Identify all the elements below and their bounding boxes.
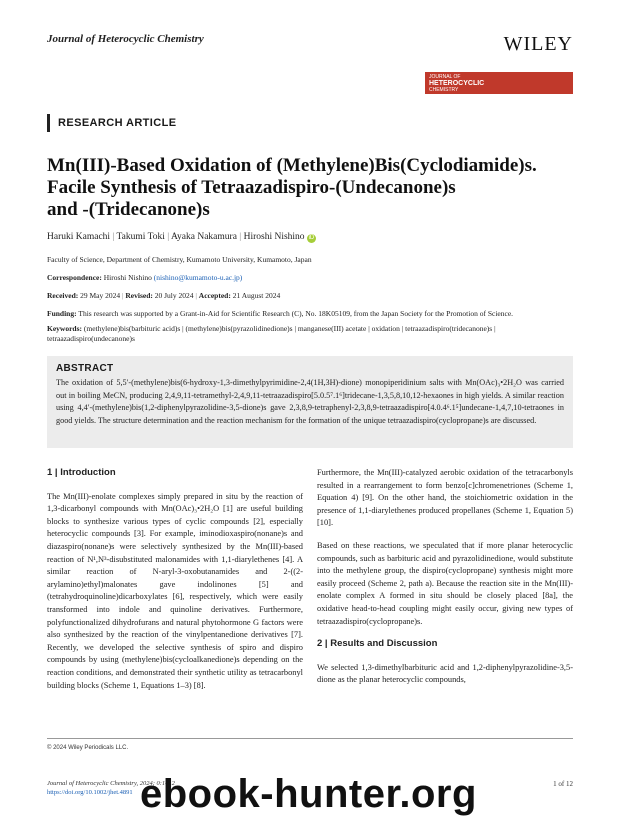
doi-link[interactable]: https://doi.org/10.1002/jhet.4891 bbox=[47, 789, 133, 796]
abstract-text: The oxidation of 5,5′-(methylene)bis(6-hydroxy-1,3-dimethylpyrimidine-2,4(1H,3H)-dione) monopiperidinium salts with Mn(OAc)₃•2H₂O was carried out in boiling MeCN, producing 2,4,9,11-tetramethyl-2,4,9,11-tetraazadispiro[5.0.5⁷.1⁶]tridecane-1,3,5,8,10,12-hexaones in high yields. A similar reaction using 4,4′-(methylene)bis(1,2-diphenylpyrazolidine-3,5-dione)s gave 2,3,8,9-tetraphenyl-2,3,8,9-tetraazadispiro[4.0.4⁶.1⁵]undecane-1,4,7,10-tetraones in good yields. The structure determination and the reaction mechanism for the formation of the unique tetraazadispiro(cyclopropane)s are discussed. bbox=[56, 378, 564, 425]
page-number: 1 of 12 bbox=[553, 780, 573, 788]
correspondence: Correspondence: Hiroshi Nishino (nishino@kumamoto-u.ac.jp) bbox=[47, 273, 243, 282]
badge-line: CHEMISTRY bbox=[429, 87, 459, 93]
dates: Received: 29 May 2024 | Revised: 20 July 2024 | Accepted: 21 August 2024 bbox=[47, 291, 281, 300]
journal-name: Journal of Heterocyclic Chemistry bbox=[47, 33, 204, 45]
title-line: and -(Tridecanone)s bbox=[47, 199, 210, 220]
article-type: RESEARCH ARTICLE bbox=[47, 114, 176, 132]
author[interactable]: Takumi Toki bbox=[116, 232, 165, 242]
paragraph: The Mn(III)-enolate complexes simply prepared in situ by the reaction of 1,3-dicarbonyl compounds with Mn(OAc)₃•2H₂O [1] are useful building blocks to synthesize various types of cyclic compounds [2], especially heterocyclic compounds [3]. For example, iminodioxaspiro(nonane)s and diazaspiro(nonane)s were selectively synthesized by the Mn(III)-based reaction of N¹,N³-disubstituted malonamides with 1,1-diarylethenes [4]. A similar reaction of N-aryl-3-oxobutanamides and 2-((2-arylamino)ethyl)malonates gave indolinones [5] and (tetrahydroquinoline)dicarboxylates [6], respectively, which were easily transformed into indole and quinoline derivatives. Furthermore, polyfunctionalized dihydrofurans and natural phytohormone G factors were also synthesized by the reaction of the vinylpentanedione derivatives [7]. Recently, we developed the selective synthesis of spiro and dispiro compounds by using (methylene)bis(cycloalkanedione)s depending on the reaction conditions, and demonstrated their synthetic utility as tetracarbonyl building blocks (Scheme 1, Equations 1–3) [8]. bbox=[47, 491, 303, 690]
badge-line: HETEROCYCLIC bbox=[429, 80, 485, 87]
title-line: Mn(III)-Based Oxidation of (Methylene)Bis(Cyclodiamide)s. bbox=[47, 155, 537, 176]
section-heading: 1 | Introduction bbox=[47, 467, 116, 478]
affiliation: Faculty of Science, Department of Chemistry, Kumamoto University, Kumamoto, Japan bbox=[47, 255, 312, 264]
author[interactable]: Hiroshi Nishino bbox=[243, 232, 305, 242]
author[interactable]: Haruki Kamachi bbox=[47, 232, 111, 242]
orcid-icon[interactable]: iD bbox=[308, 235, 315, 241]
keywords: Keywords: (methylene)bis(barbituric acid)s | (methylene)bis(pyrazolidinedione)s | manganese(III) acetate | oxidation | tetraazadispiro(tridecanone)s | tetraazadispiro(undecanone)s bbox=[47, 324, 496, 343]
footer-divider bbox=[47, 738, 573, 739]
email-link[interactable]: (nishino@kumamoto-u.ac.jp) bbox=[153, 273, 243, 282]
abstract-box bbox=[47, 356, 573, 448]
watermark: ebook-hunter.org bbox=[140, 772, 477, 816]
abstract-heading: ABSTRACT bbox=[56, 363, 114, 374]
author-list: Haruki Kamachi | Takumi Toki | Ayaka Nakamura | Hiroshi Nishino iD bbox=[47, 232, 315, 242]
badge-line: JOURNAL OF bbox=[429, 74, 461, 80]
publisher-logo: WILEY bbox=[503, 33, 573, 55]
article-title bbox=[47, 155, 577, 221]
copyright: © 2024 Wiley Periodicals LLC. bbox=[47, 745, 129, 751]
right-column bbox=[317, 467, 573, 697]
funding: Funding: This research was supported by a Grant-in-Aid for Scientific Research (C), No. 18K05109, from the Japan Society for the Promotion of Science. bbox=[47, 309, 514, 318]
paragraph: We selected 1,3-dimethylbarbituric acid and 1,2-diphenylpyrazolidine-3,5-dione as the planar heterocyclic compounds, bbox=[317, 662, 573, 685]
journal-badge bbox=[425, 72, 573, 94]
footer-journal: Journal of Heterocyclic Chemistry, 2024; 0:1–12 bbox=[47, 780, 175, 787]
author[interactable]: Ayaka Nakamura bbox=[171, 232, 237, 242]
paragraph: Furthermore, the Mn(III)-catalyzed aerobic oxidation of the tetracarbonyls resulted in a rearrangement to form benzo[c]chromenetriones (Scheme 1, Equation 4) [9]. On the other hand, the stoichiometric oxidation in the presence of 1,1-diarylethenes produced propellanes (Scheme 1, Equation 5) [10]. bbox=[317, 468, 573, 528]
title-line: Facile Synthesis of Tetraazadispiro-(Undecanone)s bbox=[47, 177, 456, 198]
paragraph: Based on these reactions, we speculated that if more planar heterocyclic compounds, such as barbituric acid and pyrazolidinedione, would substitute into the methylene group, the dispiro(cyclopropane) synthesis might more easily proceed (Scheme 2, path a). Because the reaction site in the Mn(III)-enolate complex A formed in situ should be closely placed [8a], the oxidative head-to-head coupling might easily occur, giving new types of tetraazadispiro(cyclopropane)s. bbox=[317, 540, 573, 626]
section-heading: 2 | Results and Discussion bbox=[317, 638, 438, 650]
left-column bbox=[47, 467, 303, 702]
